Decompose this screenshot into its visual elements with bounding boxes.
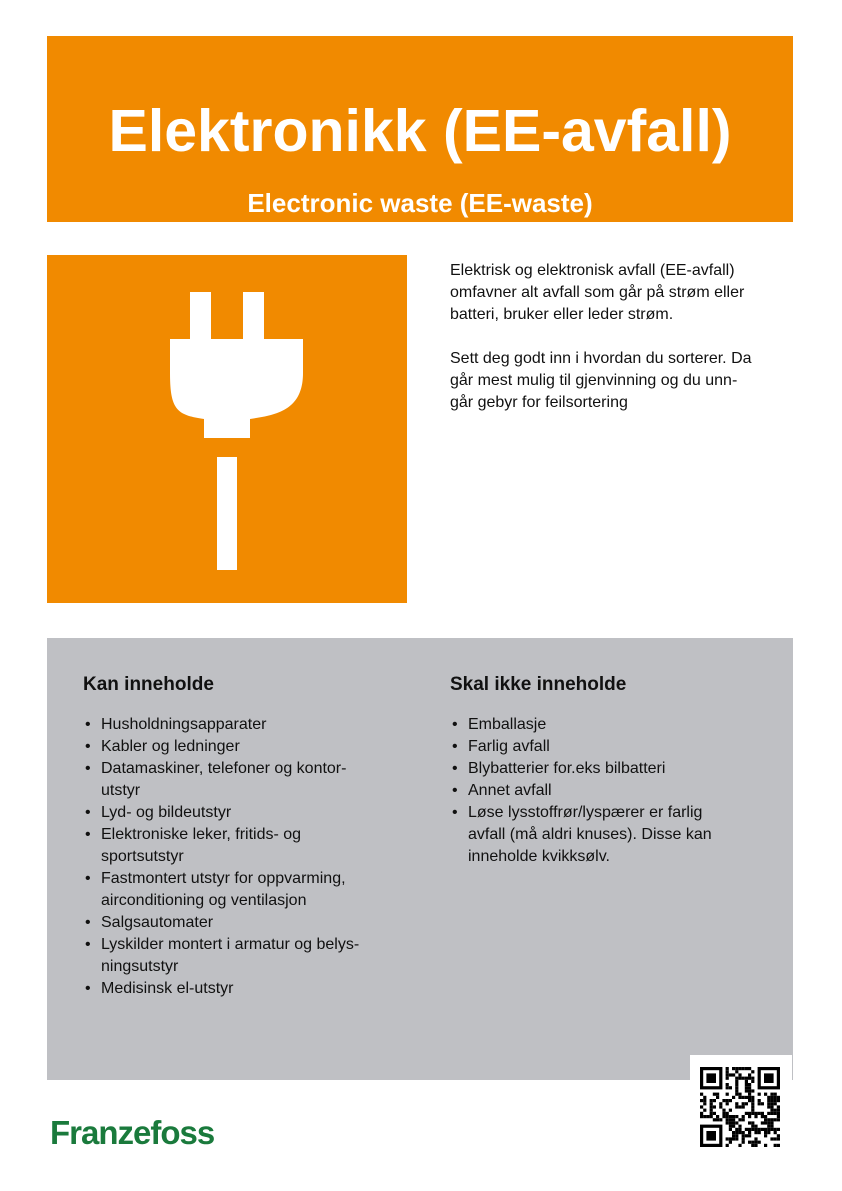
plug-icon-box [47,255,407,603]
page-subtitle: Electronic waste (EE-waste) [247,188,593,218]
list-item: • Elektroniske leker, fritids- og sportsutstyr [83,824,413,868]
intro-text [450,260,790,436]
list-item: • Lyd- og bildeutstyr [83,802,413,824]
intro-paragraph: Elektrisk og elektronisk avfall (EE-avfall) omfavner alt avfall som går på strøm eller batteri, bruker eller leder strøm. [450,262,745,323]
qr-code-icon[interactable] [690,1055,792,1157]
can-contain-heading: Kan inneholde [83,674,214,695]
list-item: • Farlig avfall [450,736,770,758]
list-item: • Datamaskiner, telefoner og kontor- utstyr [83,758,413,802]
contents-panel [47,638,793,1080]
list-item: • Fastmontert utstyr for oppvarming, airconditioning og ventilasjon [83,868,413,912]
must-not-contain-heading: Skal ikke inneholde [450,674,627,695]
list-item: • Annet avfall [450,780,770,802]
qr-code-frame[interactable] [690,1055,792,1157]
list-item: • Emballasje [450,714,770,736]
list-item: • Medisinsk el-utstyr [83,978,413,1000]
header-banner [47,36,793,222]
can-contain-column [83,674,413,1000]
can-contain-list [83,714,413,1000]
list-item: • Salgsautomater [83,912,413,934]
franzefoss-logo: Franzefoss [50,1114,215,1151]
plug-icon [47,255,407,603]
must-not-contain-column [450,674,770,868]
page-title: Elektronikk (EE-avfall) [108,98,732,164]
list-item: • Husholdningsapparater [83,714,413,736]
list-item: • Lyskilder montert i armatur og belys- ningsutstyr [83,934,413,978]
list-item: • Løse lysstoffrør/lyspærer er farlig avfall (må aldri knuses). Disse kan inneholde kvikksølv. [450,802,770,868]
intro-paragraph: Sett deg godt inn i hvordan du sorterer. Da går mest mulig til gjenvinning og du unn- går gebyr for feilsortering [450,350,752,411]
list-item: • Blybatterier for.eks bilbatteri [450,758,770,780]
list-item: • Kabler og ledninger [83,736,413,758]
must-not-contain-list [450,714,770,868]
